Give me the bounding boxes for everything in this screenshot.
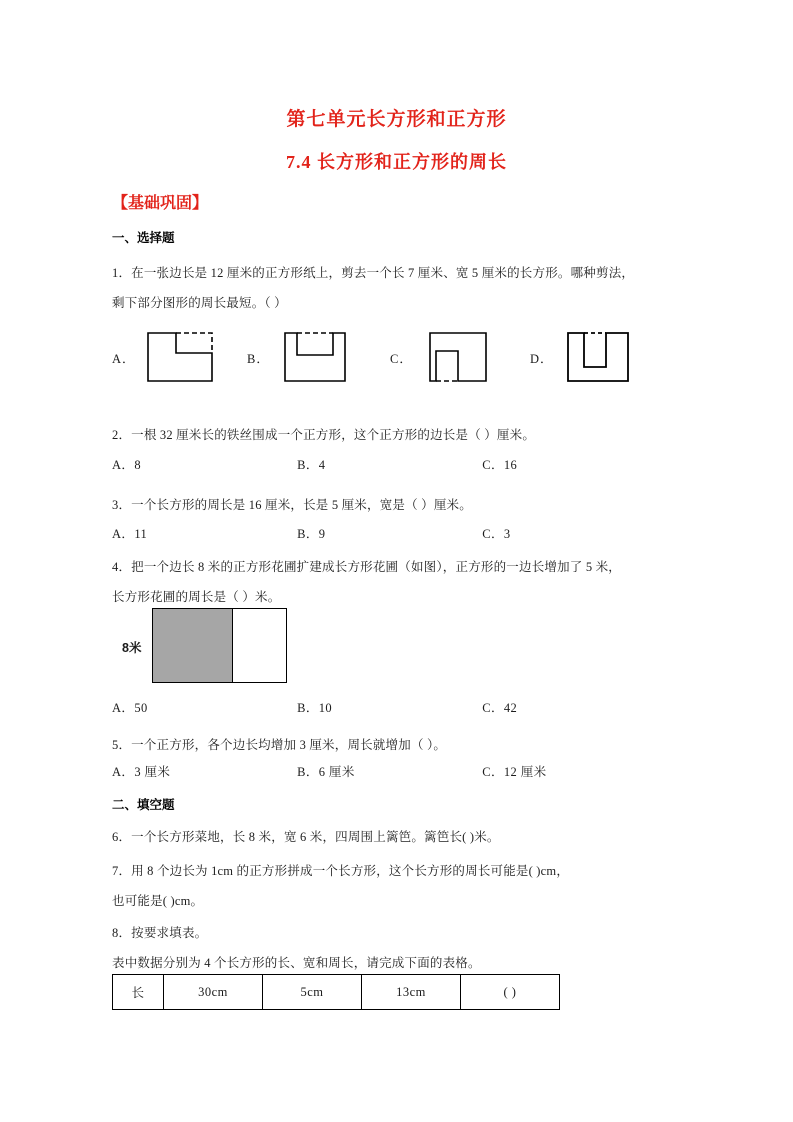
table-cell-value-2: 5cm: [263, 975, 362, 1010]
question-1-line-2: 剩下部分图形的周长最短。（ ）: [112, 296, 287, 310]
page-title: 第七单元长方形和正方形: [286, 109, 507, 130]
q4-option-b[interactable]: B．10: [297, 701, 333, 715]
table-cell-row-header: 长: [113, 975, 164, 1010]
q4-option-a[interactable]: A．50: [112, 701, 148, 715]
question-3-text: 3．一个长方形的周长是 16 厘米，长是 5 厘米，宽是（ ）厘米。: [112, 498, 472, 512]
table-cell-value-3: 13cm: [362, 975, 461, 1010]
q4-option-c[interactable]: C．42: [482, 701, 518, 715]
question-1-figure-row: [112, 325, 702, 387]
question-6-text: 6．一个长方形菜地，长 8 米，宽 6 米，四周围上篱笆。篱笆长( )米。: [112, 830, 500, 844]
question-1-option-d[interactable]: [530, 325, 680, 387]
q4-rectangle-outline: [152, 608, 287, 683]
square-corner-notch-top-right-icon: [144, 329, 216, 385]
q4-side-length-label: 8米: [122, 641, 142, 655]
table-cell-value-1: 30cm: [164, 975, 263, 1010]
square-narrow-deep-notch-top-icon: [562, 329, 634, 385]
q4-shaded-square: [153, 609, 233, 682]
q3-option-c[interactable]: C．3: [482, 527, 511, 541]
question-5-text: 5．一个正方形，各个边长均增加 3 厘米，周长就增加（ ）。: [112, 738, 447, 752]
q5-option-b[interactable]: B．6 厘米: [297, 765, 355, 779]
section-basic-practice: 【基础巩固】: [112, 195, 209, 212]
q3-option-b[interactable]: B．9: [297, 527, 326, 541]
table-cell-blank[interactable]: ( ): [461, 975, 560, 1010]
q2-option-c[interactable]: C．16: [482, 458, 518, 472]
section-fill-heading: 二、填空题: [112, 798, 175, 812]
q3-option-a[interactable]: A．11: [112, 527, 148, 541]
question-3-options: [112, 524, 692, 542]
section-choice-heading: 一、选择题: [112, 231, 175, 245]
option-d-label: D．: [530, 352, 554, 366]
question-2-text: 2．一根 32 厘米长的铁丝围成一个正方形，这个正方形的边长是（ ）厘米。: [112, 428, 536, 442]
q2-option-a[interactable]: A．8: [112, 458, 141, 472]
question-1-option-a[interactable]: [112, 325, 257, 387]
q2-option-b[interactable]: B．4: [297, 458, 326, 472]
option-b-label: B．: [247, 352, 270, 366]
option-c-label: C．: [390, 352, 413, 366]
q5-option-c[interactable]: C．12 厘米: [482, 765, 547, 779]
question-4-options: [112, 698, 692, 716]
option-a-label: A．: [112, 352, 136, 366]
question-7-line-2: 也可能是( )cm。: [112, 894, 204, 908]
square-wide-shallow-notch-top-icon: [279, 329, 351, 385]
question-4-figure: [112, 608, 342, 688]
question-7-line-1: 7．用 8 个边长为 1cm 的正方形拼成一个长方形，这个长方形的周长可能是( )cm，: [112, 864, 570, 878]
question-1-line-1: 1．在一张边长是 12 厘米的正方形纸上，剪去一个长 7 厘米、宽 5 厘米的长方形。哪种剪法，: [112, 266, 635, 280]
q5-option-a[interactable]: A．3 厘米: [112, 765, 171, 779]
question-8-line-1: 8．按要求填表。: [112, 926, 208, 940]
question-1-option-b[interactable]: [247, 325, 392, 387]
table-row: [113, 975, 560, 1010]
question-5-options: [112, 762, 692, 780]
question-4-line-1: 4．把一个边长 8 米的正方形花圃扩建成长方形花圃（如图），正方形的一边长增加了 5 米，: [112, 560, 622, 574]
question-8-line-2: 表中数据分别为 4 个长方形的长、宽和周长，请完成下面的表格。: [112, 956, 481, 970]
page-subtitle: 7.4 长方形和正方形的周长: [286, 152, 507, 172]
question-1-option-c[interactable]: [390, 325, 535, 387]
question-8-table: [112, 974, 560, 1010]
question-2-options: [112, 455, 692, 473]
question-4-line-2: 长方形花圃的周长是（ ）米。: [112, 590, 281, 604]
square-narrow-notch-bottom-icon: [422, 329, 494, 385]
